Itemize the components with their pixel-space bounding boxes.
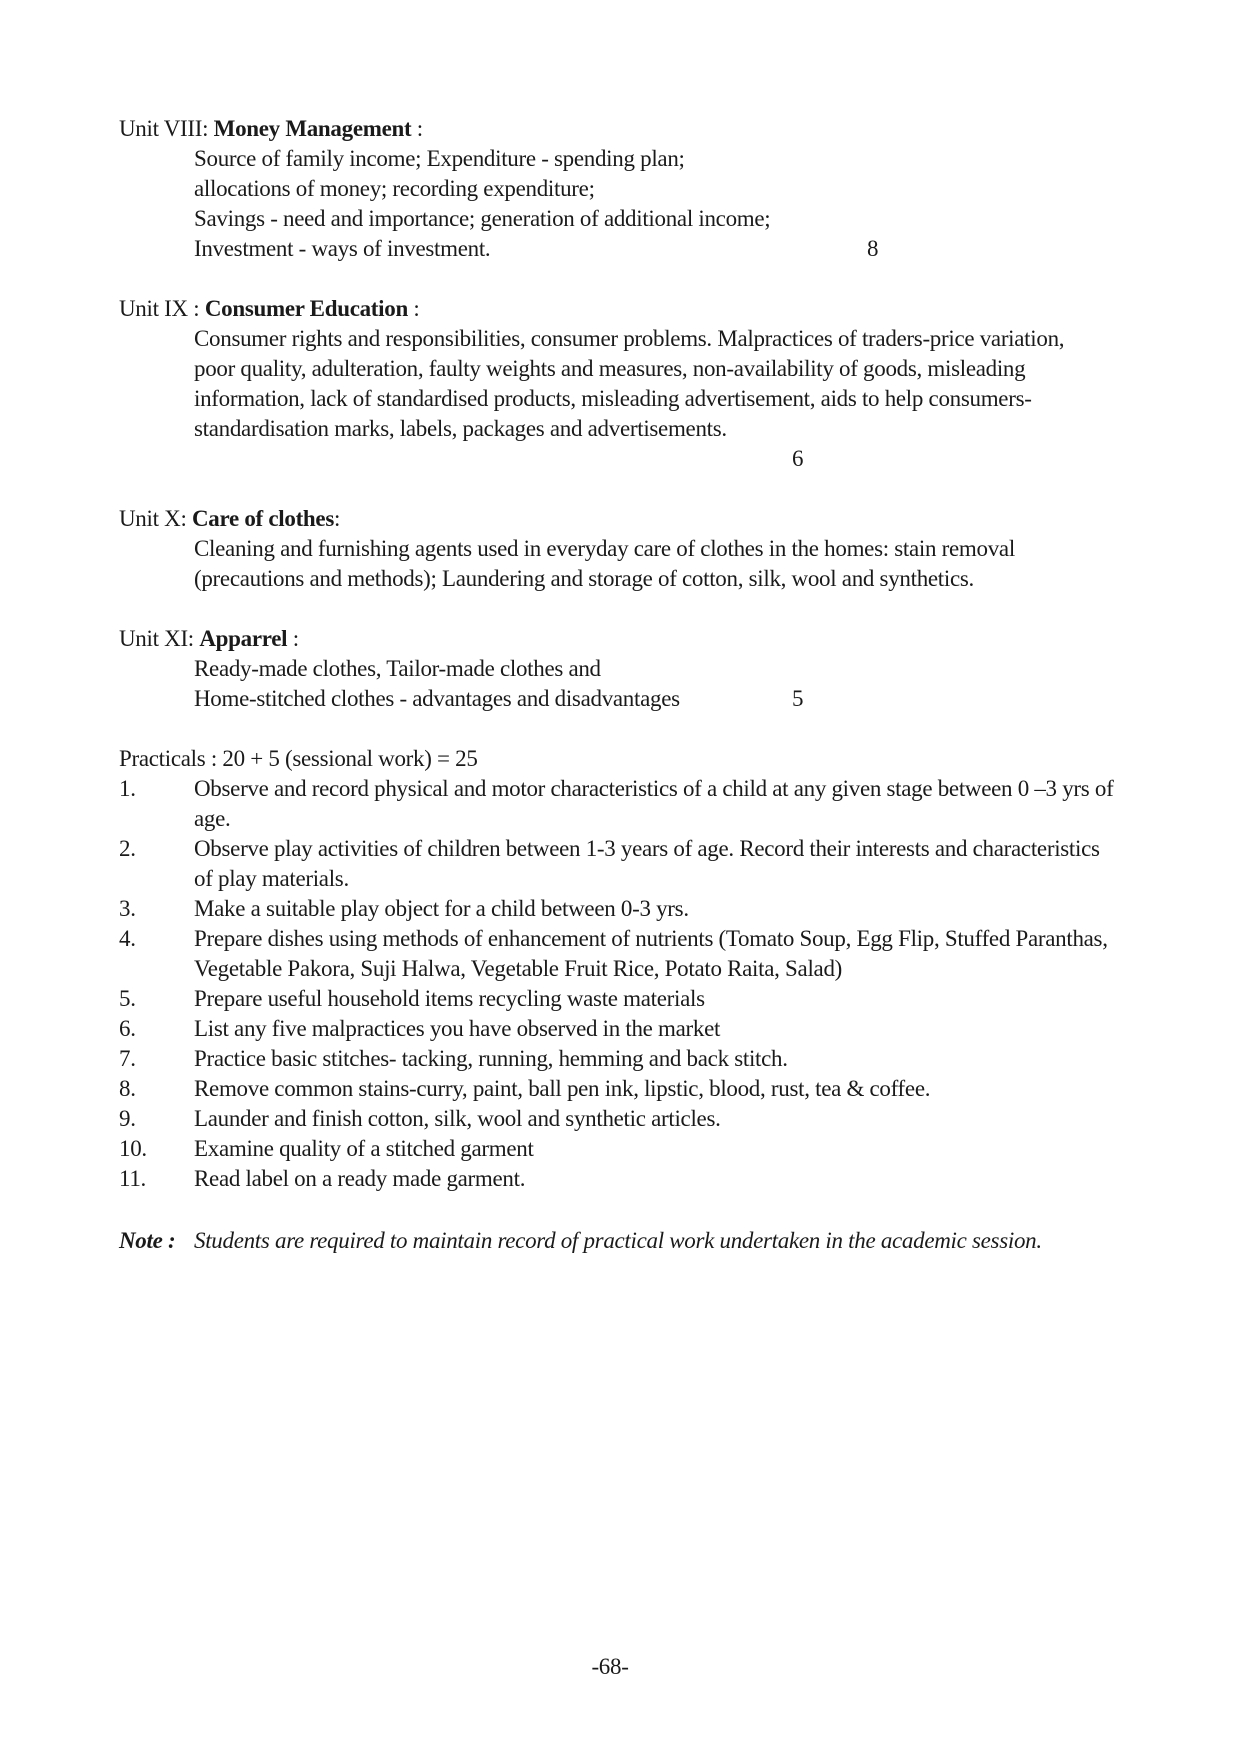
practical-item-text: Prepare useful household items recycling waste materials (194, 986, 705, 1011)
unit-x-line: (precautions and methods); Laundering and storage of cotton, silk, wool and synthetics. (194, 566, 974, 591)
practicals-section (119, 744, 1119, 1194)
unit-x-body (194, 534, 1119, 594)
unit-ix-line: information, lack of standardised products, misleading advertisement, aids to help consumers- (194, 386, 1032, 411)
practical-item-text: Read label on a ready made garment. (194, 1166, 526, 1191)
practical-item-number: 6. (119, 1016, 136, 1041)
unit-viii-heading (119, 114, 1119, 144)
unit-ix-suffix: : (407, 296, 420, 321)
practical-item (119, 1164, 1119, 1194)
practical-item-text: Practice basic stitches- tacking, running, hemming and back stitch. (194, 1046, 788, 1071)
practical-item (119, 834, 1119, 894)
unit-ix-marks-row (194, 444, 1119, 474)
unit-ix-heading (119, 294, 1119, 324)
practical-item-text: Make a suitable play object for a child between 0-3 yrs. (194, 896, 689, 921)
unit-xi-line: Ready-made clothes, Tailor-made clothes and (194, 656, 601, 681)
practical-item-number: 9. (119, 1106, 136, 1131)
practical-item (119, 1104, 1119, 1134)
practical-item-text: Launder and finish cotton, silk, wool and synthetic articles. (194, 1106, 721, 1131)
practical-item (119, 774, 1119, 834)
practical-item-text: Observe play activities of children between 1-3 years of age. Record their interests and characteristics of play materials. (194, 836, 1100, 891)
practical-item-text: Prepare dishes using methods of enhancement of nutrients (Tomato Soup, Egg Flip, Stuffed Paranthas, Vegetable Pakora, Suji Halwa, Vegetable Fruit Rice, Potato Raita, Salad) (194, 926, 1108, 981)
unit-xi-prefix: Unit XI: (119, 626, 200, 651)
unit-viii-body (194, 144, 1119, 264)
unit-ix-section (119, 294, 1119, 474)
unit-x-section (119, 504, 1119, 594)
unit-ix-line: Consumer rights and responsibilities, consumer problems. Malpractices of traders-price variation, (194, 326, 1065, 351)
unit-viii-line: Investment - ways of investment. (194, 236, 491, 261)
unit-viii-suffix: : (411, 116, 423, 141)
practical-item-number: 10. (119, 1136, 147, 1161)
practical-item-number: 11. (119, 1166, 146, 1191)
unit-viii-line: Source of family income; Expenditure - spending plan; (194, 146, 685, 171)
note-label: Note : (119, 1228, 176, 1253)
unit-viii-marks: 8 (867, 236, 879, 261)
unit-viii-line: Savings - need and importance; generation of additional income; (194, 206, 771, 231)
practical-item-number: 5. (119, 986, 136, 1011)
practical-item-text: Examine quality of a stitched garment (194, 1136, 534, 1161)
unit-viii-section (119, 114, 1119, 264)
unit-xi-title: Apparrel (199, 626, 288, 651)
practical-item (119, 984, 1119, 1014)
practical-item-number: 2. (119, 836, 136, 861)
note-text: Students are required to maintain record of practical work undertaken in the academic session. (194, 1228, 1042, 1253)
practical-item-text: Observe and record physical and motor characteristics of a child at any given stage between 0 –3 yrs of age. (194, 776, 1114, 831)
practical-item (119, 1044, 1119, 1074)
practical-item (119, 1014, 1119, 1044)
practicals-heading: Practicals : 20 + 5 (sessional work) = 25 (119, 746, 478, 771)
unit-viii-line: allocations of money; recording expenditure; (194, 176, 595, 201)
practical-item-number: 7. (119, 1046, 136, 1071)
practical-item-number: 4. (119, 926, 136, 951)
practical-item (119, 1134, 1119, 1164)
unit-xi-section (119, 624, 1119, 714)
unit-ix-marks: 6 (792, 446, 804, 471)
unit-x-line: Cleaning and furnishing agents used in everyday care of clothes in the homes: stain removal (194, 536, 1015, 561)
practicals-list (119, 774, 1119, 1194)
unit-ix-prefix: Unit IX : (119, 296, 205, 321)
unit-xi-body (194, 654, 1119, 714)
unit-x-title: Care of clothes (192, 506, 334, 531)
unit-xi-suffix: : (287, 626, 299, 651)
note-section (119, 1226, 1119, 1256)
unit-ix-line: poor quality, adulteration, faulty weights and measures, non-availability of goods, misleading (194, 356, 1026, 381)
unit-ix-line: standardisation marks, labels, packages and advertisements. (194, 416, 727, 441)
unit-x-prefix: Unit X: (119, 506, 192, 531)
unit-ix-title: Consumer Education (204, 296, 408, 321)
unit-viii-title: Money Management (213, 116, 412, 141)
practical-item-number: 3. (119, 896, 136, 921)
practical-item (119, 894, 1119, 924)
unit-xi-heading (119, 624, 1119, 654)
unit-ix-body (194, 324, 1119, 474)
practical-item-text: List any five malpractices you have observed in the market (194, 1016, 721, 1041)
unit-x-heading (119, 504, 1119, 534)
practical-item-number: 8. (119, 1076, 136, 1101)
unit-viii-prefix: Unit VIII: (119, 116, 214, 141)
practical-item (119, 924, 1119, 984)
unit-x-suffix: : (333, 506, 341, 531)
unit-xi-line: Home-stitched clothes - advantages and disadvantages (194, 686, 680, 711)
page-number: -68- (591, 1654, 629, 1679)
practical-item-number: 1. (119, 776, 136, 801)
practical-item (119, 1074, 1119, 1104)
unit-xi-marks: 5 (792, 686, 804, 711)
practical-item-text: Remove common stains-curry, paint, ball pen ink, lipstic, blood, rust, tea & coffee. (194, 1076, 931, 1101)
